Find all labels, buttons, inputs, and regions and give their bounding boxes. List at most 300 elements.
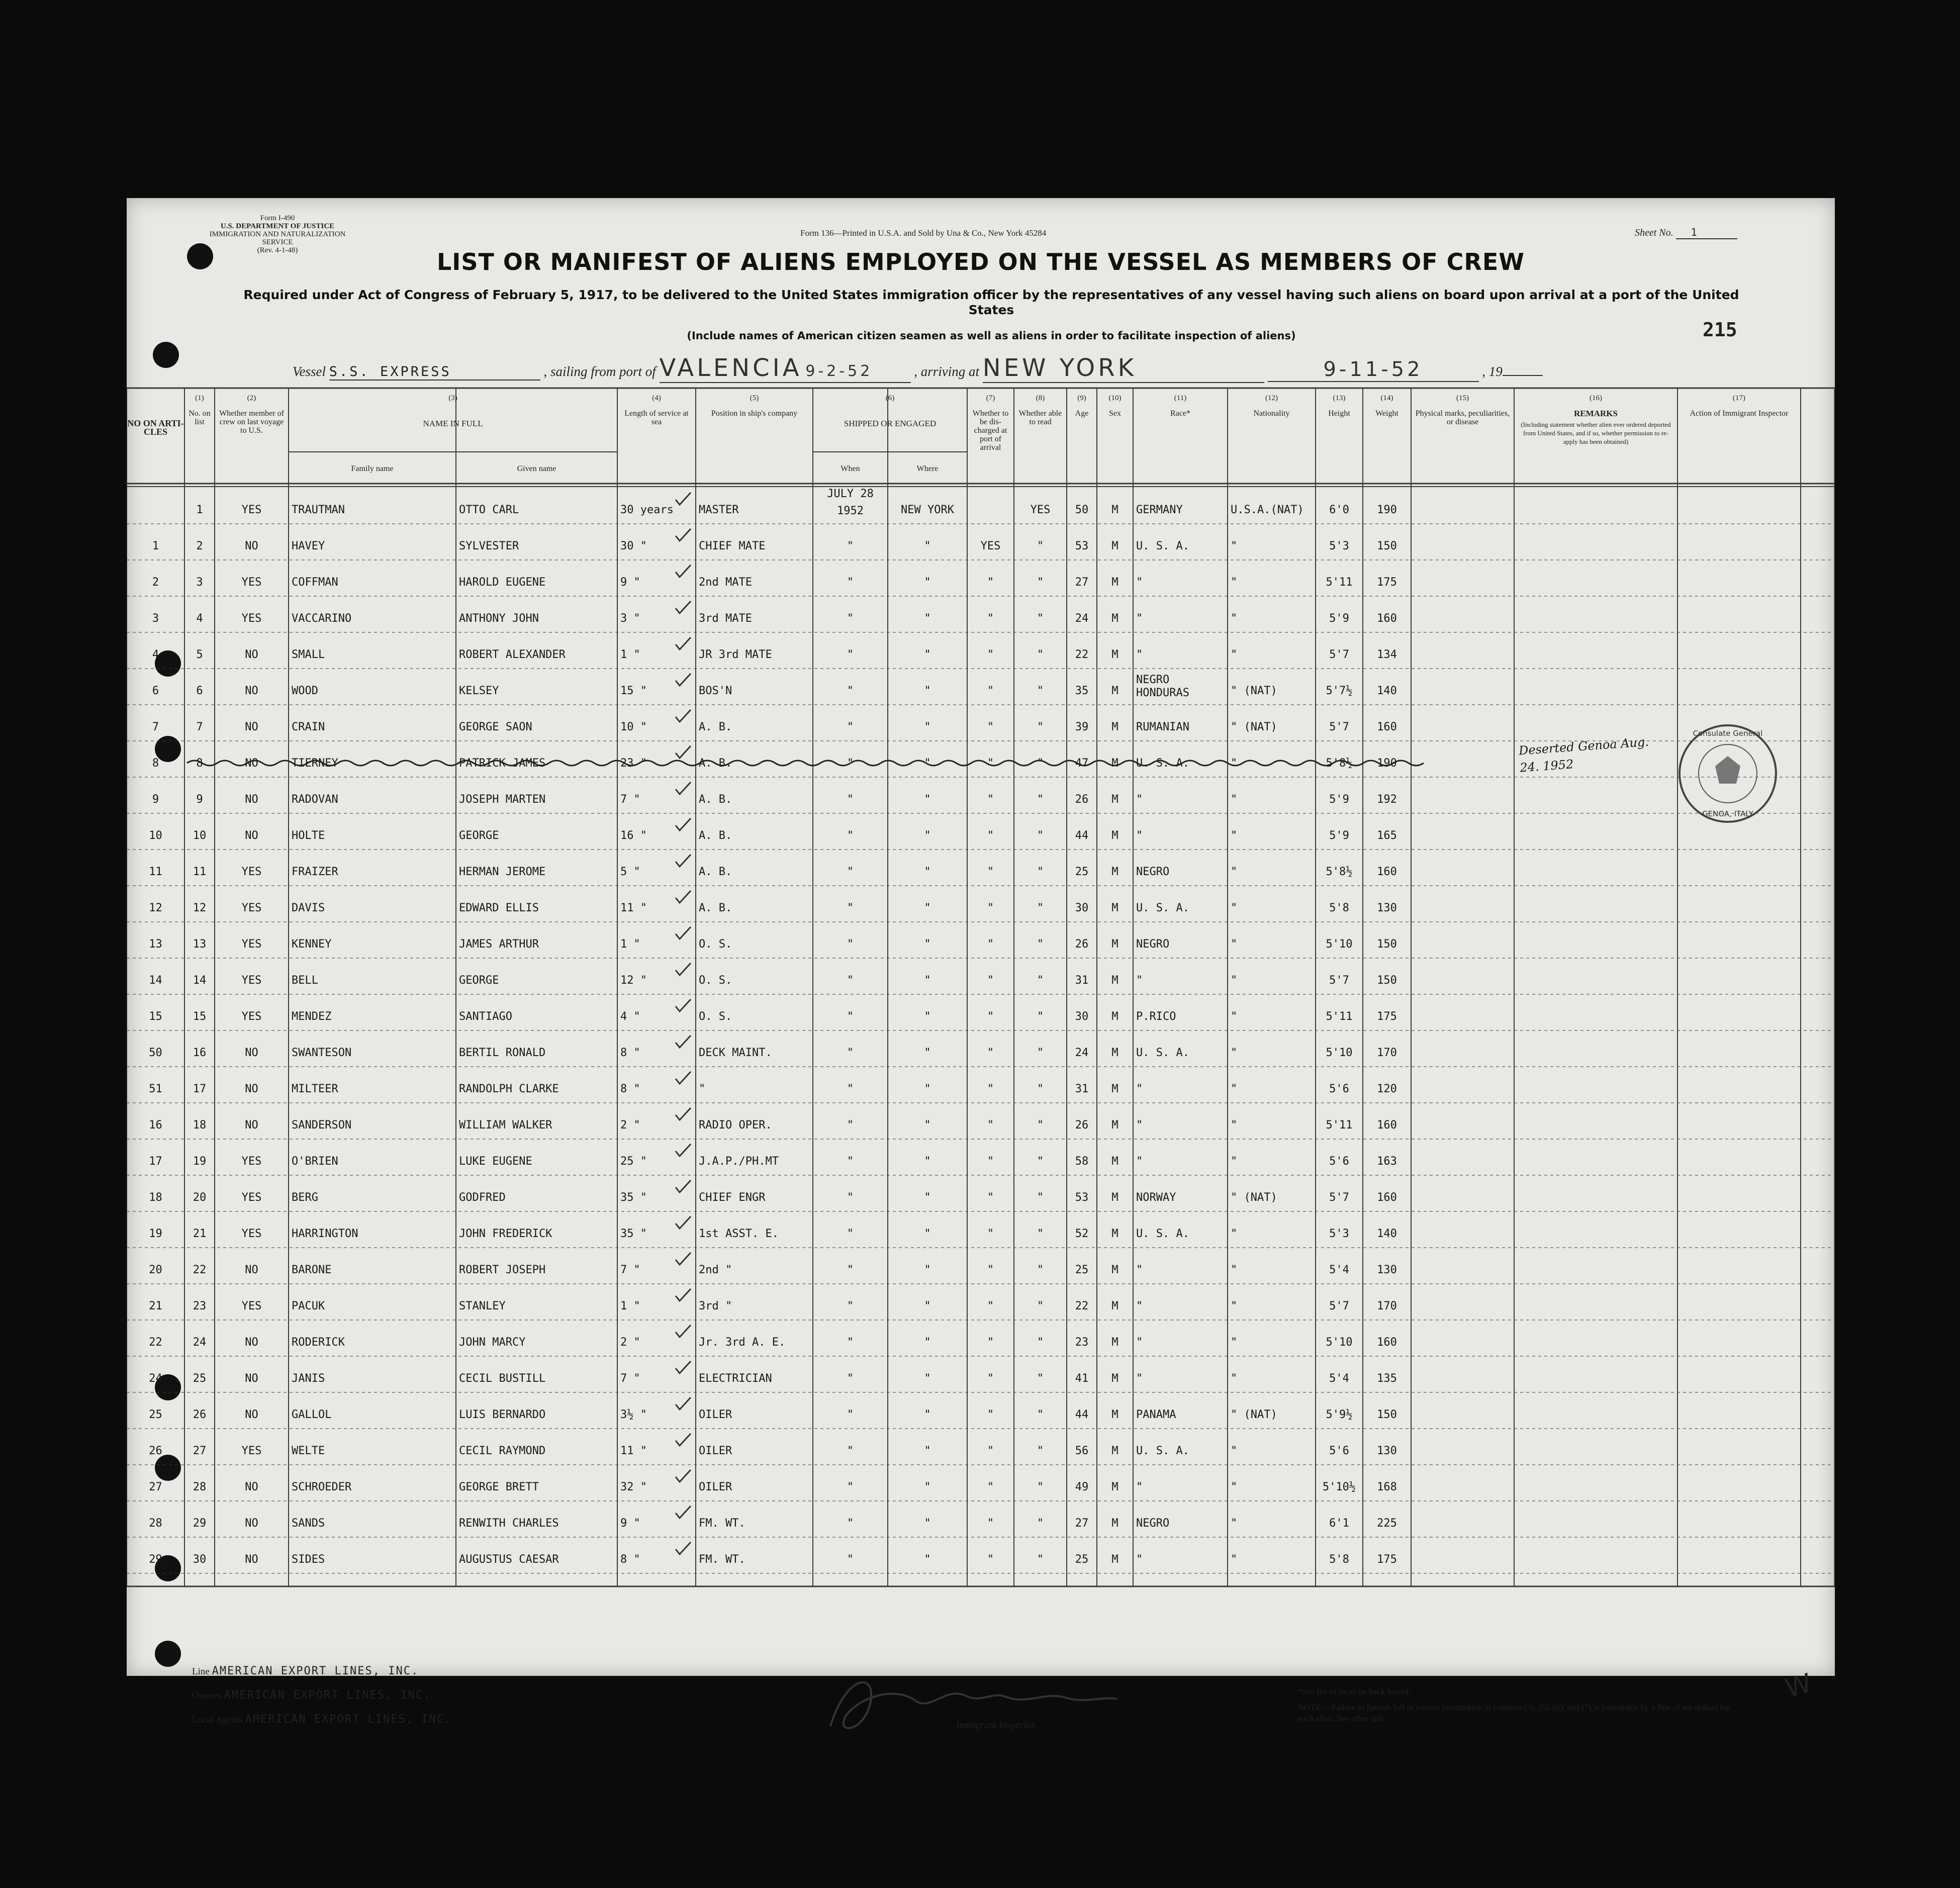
cell-weight: 150 [1377, 1408, 1397, 1421]
cell-service: 32 " [620, 1481, 647, 1493]
cell-prev: NO [245, 540, 258, 552]
cell-family: CRAIN [292, 721, 325, 733]
cell-art: 11 [149, 866, 162, 878]
cell-disch: " [987, 793, 994, 806]
cell-sex: M [1111, 721, 1118, 733]
cell-prev: YES [241, 1228, 262, 1240]
check-mark [676, 1542, 691, 1554]
cell-disch: " [987, 648, 994, 661]
header-height: Height [1328, 409, 1350, 418]
cell-height: 5'8 [1329, 1553, 1349, 1566]
cell-where: " [924, 1445, 931, 1457]
cell-height: 5'7 [1329, 721, 1349, 733]
cell-nat: " [1231, 1336, 1238, 1349]
cell-height: 5'6 [1329, 1445, 1349, 1457]
cell-age: 22 [1075, 648, 1089, 661]
check-mark [676, 1035, 691, 1048]
cell-art: 6 [152, 685, 159, 697]
cell-race: " [1136, 1372, 1143, 1385]
check-mark [676, 999, 691, 1011]
header-race: Race* [1170, 409, 1190, 418]
cell-prev: YES [241, 576, 262, 589]
header-position-num: (5) [750, 394, 759, 402]
cell-where: " [924, 793, 931, 806]
cell-disch: " [987, 1336, 994, 1349]
stamp-number: 215 [1703, 319, 1737, 341]
cell-no: 16 [193, 1047, 207, 1059]
cell-given: GEORGE SAON [459, 721, 532, 733]
cell-height: 5'9½ [1326, 1408, 1353, 1421]
check-mark [676, 1144, 691, 1156]
cell-when: " [847, 1083, 854, 1095]
header-shipped-num: (6) [885, 394, 895, 402]
cell-race: " [1136, 1083, 1143, 1095]
cell-weight: 130 [1377, 1264, 1397, 1276]
cell-where: " [924, 974, 931, 987]
departure-date: 9-2-52 [805, 362, 873, 380]
cell-service: 35 " [620, 1228, 647, 1240]
fine-note: NOTE.—Failure to furnish full or correct information in columns (3), (5), (6), and (7) is punishable by a fine of ten dollars for each alien. See other side. [1298, 1703, 1730, 1723]
cell-height: 5'4 [1329, 1372, 1349, 1385]
cell-prev: YES [241, 974, 262, 987]
cell-given: ANTHONY JOHN [459, 612, 539, 625]
cell-race: RUMANIAN [1136, 721, 1189, 733]
cell-read: " [1037, 1228, 1044, 1240]
check-mark [676, 565, 691, 577]
cell-art: 18 [149, 1191, 162, 1204]
header-nationality: Nationality [1253, 409, 1290, 418]
cell-art: 15 [149, 1010, 162, 1023]
cell-nat: " [1231, 974, 1238, 987]
cell-art: 13 [149, 938, 162, 951]
cell-nat: " [1231, 1119, 1238, 1131]
cell-position: O. S. [699, 974, 732, 987]
cell-weight: 170 [1377, 1300, 1397, 1312]
cell-art: 26 [149, 1445, 162, 1457]
header-list-no-num: (1) [195, 394, 204, 402]
cell-nat: " [1231, 540, 1238, 552]
cell-family: FRAIZER [292, 866, 338, 878]
header-service-length-num: (4) [652, 394, 661, 402]
cell-when: " [847, 1517, 854, 1530]
header-given-name: Given name [517, 464, 556, 473]
cell-where: " [924, 1047, 931, 1059]
cell-age: 56 [1075, 1445, 1089, 1457]
cell-position: OILER [699, 1481, 732, 1493]
cell-service: 2 " [620, 1119, 640, 1131]
cell-prev: NO [245, 1083, 258, 1095]
consulate-seal [1675, 721, 1781, 826]
cell-weight: 150 [1377, 938, 1397, 951]
cell-race: " [1136, 1264, 1143, 1276]
cell-weight: 160 [1377, 612, 1397, 625]
cell-when: " [847, 866, 854, 878]
cell-age: 24 [1075, 612, 1089, 625]
cell-family: WOOD [292, 685, 318, 697]
cell-service: 11 " [620, 902, 647, 914]
cell-prev: NO [245, 721, 258, 733]
cell-weight: 130 [1377, 902, 1397, 914]
cell-art: 24 [149, 1372, 162, 1385]
cell-disch: " [987, 866, 994, 878]
cell-where: NEW YORK [901, 504, 954, 516]
cell-position: J.A.P./PH.MT [699, 1155, 779, 1168]
cell-no: 2 [196, 540, 203, 552]
header-position: Position in ship's company [711, 409, 798, 418]
cell-where: " [924, 1553, 931, 1566]
cell-no: 23 [193, 1300, 207, 1312]
cell-height: 5'3 [1329, 540, 1349, 552]
check-mark [676, 855, 691, 867]
cell-family: PACUK [292, 1300, 325, 1312]
cell-art: 17 [149, 1155, 162, 1168]
cell-height: 5'8 [1329, 902, 1349, 914]
cell-service: 3½ " [620, 1408, 647, 1421]
sheet-number: Sheet No. 1 [1635, 226, 1737, 239]
cell-age: 24 [1075, 1047, 1089, 1059]
cell-no: 8 [196, 757, 203, 770]
cell-given: GEORGE [459, 974, 499, 987]
cell-service: 3 " [620, 612, 640, 625]
cell-art: 7 [152, 721, 159, 733]
cell-prev: NO [245, 1119, 258, 1131]
cell-when: " [847, 902, 854, 914]
cell-family: GALLOL [292, 1408, 332, 1421]
cell-race: " [1136, 1553, 1143, 1566]
cell-nat: " [1231, 757, 1238, 770]
cell-no: 11 [193, 866, 207, 878]
races-note: *See list of races on back hereof. [1298, 1687, 1412, 1696]
cell-position: DECK MAINT. [699, 1047, 772, 1059]
cell-art: 9 [152, 793, 159, 806]
cell-height: 6'1 [1329, 1517, 1349, 1530]
cell-where: " [924, 902, 931, 914]
cell-sex: M [1111, 866, 1118, 878]
cell-race: " [1136, 576, 1143, 589]
cell-sex: M [1111, 540, 1118, 552]
cell-weight: 130 [1377, 1445, 1397, 1457]
clerk-initial: W [1782, 1668, 1815, 1704]
cell-weight: 190 [1377, 504, 1397, 516]
cell-art: 29 [149, 1553, 162, 1566]
cell-given: JAMES ARTHUR [459, 938, 539, 951]
cell-nat: " [1231, 612, 1238, 625]
header-family-name: Family name [351, 464, 394, 473]
cell-no: 13 [193, 938, 207, 951]
cell-where: " [924, 1119, 931, 1131]
cell-age: 25 [1075, 866, 1089, 878]
cell-prev: YES [241, 1445, 262, 1457]
cell-position: CHIEF MATE [699, 540, 766, 552]
cell-nat: " [1231, 1300, 1238, 1312]
cell-weight: 175 [1377, 576, 1397, 589]
cell-no: 29 [193, 1517, 207, 1530]
cell-prev: NO [245, 757, 258, 770]
cell-race: U. S. A. [1136, 540, 1189, 552]
cell-family: O'BRIEN [292, 1155, 338, 1168]
header-sex: Sex [1109, 409, 1121, 418]
cell-family: JANIS [292, 1372, 325, 1385]
cell-given: JOHN MARCY [459, 1336, 526, 1349]
cell-read: " [1037, 576, 1044, 589]
cell-disch: " [987, 1047, 994, 1059]
cell-race: U. S. A. [1136, 902, 1189, 914]
cell-sex: M [1111, 938, 1118, 951]
cell-sex: M [1111, 1517, 1118, 1530]
cell-race: " [1136, 829, 1143, 842]
cell-nat: " [1231, 1517, 1238, 1530]
cell-service: 1 " [620, 648, 640, 661]
cell-service: 9 " [620, 576, 640, 589]
header-age-num: (9) [1077, 394, 1086, 402]
cell-age: 53 [1075, 540, 1089, 552]
cell-given: WILLIAM WALKER [459, 1119, 552, 1131]
check-mark [676, 601, 691, 613]
cell-position: OILER [699, 1445, 732, 1457]
cell-given: OTTO CARL [459, 504, 519, 516]
cell-height: 5'6 [1329, 1083, 1349, 1095]
cell-position: A. B. [699, 721, 732, 733]
cell-art: 21 [149, 1300, 162, 1312]
cell-when: " [847, 1336, 854, 1349]
cell-given: RANDOLPH CLARKE [459, 1083, 559, 1095]
cell-disch: " [987, 612, 994, 625]
cell-disch: " [987, 1517, 994, 1530]
cell-when: " [847, 793, 854, 806]
check-mark [676, 493, 691, 505]
cell-height: 5'9 [1329, 612, 1349, 625]
cell-given: SYLVESTER [459, 540, 519, 552]
cell-art: 19 [149, 1228, 162, 1240]
cell-age: 25 [1075, 1553, 1089, 1566]
cell-position: FM. WT. [699, 1553, 745, 1566]
cell-when: " [847, 1010, 854, 1023]
cell-age: 35 [1075, 685, 1089, 697]
cell-height: 5'4 [1329, 1264, 1349, 1276]
cell-nat: " [1231, 829, 1238, 842]
cell-height: 5'11 [1326, 576, 1353, 589]
header-height-num: (13) [1333, 394, 1346, 402]
cell-read: " [1037, 757, 1044, 770]
cell-disch: " [987, 974, 994, 987]
cell-disch: YES [980, 540, 1001, 552]
cell-position: ELECTRICIAN [699, 1372, 772, 1385]
cell-given: SANTIAGO [459, 1010, 512, 1023]
cell-prev: YES [241, 902, 262, 914]
cell-when: " [847, 1228, 854, 1240]
cell-service: 5 " [620, 866, 640, 878]
cell-prev: YES [241, 938, 262, 951]
cell-read: " [1037, 902, 1044, 914]
cell-read: " [1037, 1264, 1044, 1276]
check-mark [676, 1216, 691, 1229]
check-mark [676, 1470, 691, 1482]
cell-service: 8 " [620, 1047, 640, 1059]
cell-nat: " [1231, 866, 1238, 878]
cell-read: " [1037, 1481, 1044, 1493]
cell-nat: " (NAT) [1231, 721, 1277, 733]
cell-art: 20 [149, 1264, 162, 1276]
cell-when: " [847, 1408, 854, 1421]
cell-service: 35 " [620, 1191, 647, 1204]
cell-read: " [1037, 612, 1044, 625]
cell-age: 26 [1075, 793, 1089, 806]
cell-family: TRAUTMAN [292, 504, 345, 516]
cell-service: 8 " [620, 1553, 640, 1566]
header-sex-num: (10) [1108, 394, 1122, 402]
cell-race: U. S. A. [1136, 1445, 1189, 1457]
cell-height: 5'10 [1326, 1047, 1353, 1059]
header-prev-voyage-num: (2) [247, 394, 256, 402]
cell-sex: M [1111, 1553, 1118, 1566]
cell-position: " [699, 1083, 706, 1095]
departure-port: VALENCIA [659, 354, 802, 382]
cell-read: " [1037, 1119, 1044, 1131]
cell-when: " [847, 1155, 854, 1168]
cell-prev: YES [241, 1155, 262, 1168]
cell-position: Jr. 3rd A. E. [699, 1336, 786, 1349]
cell-given: KELSEY [459, 685, 499, 697]
cell-when: " [847, 1047, 854, 1059]
check-mark [676, 1361, 691, 1373]
cell-where: " [924, 721, 931, 733]
cell-race: " [1136, 1300, 1143, 1312]
cell-race: " [1136, 793, 1143, 806]
cell-weight: 190 [1377, 757, 1397, 770]
cell-art: 51 [149, 1083, 162, 1095]
check-mark [676, 1072, 691, 1084]
cell-prev: NO [245, 648, 258, 661]
cell-given: BERTIL RONALD [459, 1047, 546, 1059]
header-prev-voyage: Whether member of crew on last voyage to U.S. [219, 409, 284, 435]
cell-read: " [1037, 540, 1044, 552]
header-inspector-action: Action of Immigrant Inspector [1690, 409, 1789, 418]
check-mark [676, 782, 691, 794]
cell-given: HAROLD EUGENE [459, 576, 546, 589]
cell-art: 27 [149, 1481, 162, 1493]
cell-art: 10 [149, 829, 162, 842]
cell-given: LUIS BERNARDO [459, 1408, 546, 1421]
cell-sex: M [1111, 1155, 1118, 1168]
cell-art: 28 [149, 1517, 162, 1530]
cell-when: " [847, 1481, 854, 1493]
cell-race: " [1136, 648, 1143, 661]
cell-service: 16 " [620, 829, 647, 842]
cell-age: 53 [1075, 1191, 1089, 1204]
cell-weight: 140 [1377, 1228, 1397, 1240]
cell-service: 11 " [620, 1445, 647, 1457]
cell-race: U. S. A. [1136, 1047, 1189, 1059]
cell-nat: U.S.A.(NAT) [1231, 504, 1304, 516]
cell-when: " [847, 1264, 854, 1276]
cell-nat: " [1231, 902, 1238, 914]
cell-read: " [1037, 829, 1044, 842]
cell-where: " [924, 612, 931, 625]
header-when: When [841, 464, 860, 473]
cell-nat: " [1231, 648, 1238, 661]
cell-when: " [847, 1372, 854, 1385]
check-mark [676, 1397, 691, 1409]
cell-age: 30 [1075, 1010, 1089, 1023]
header-discharged-num: (7) [986, 394, 995, 402]
check-mark [676, 637, 691, 649]
cell-when: " [847, 1191, 854, 1204]
header-discharged: Whether to be dis- charged at port of arrival [972, 409, 1009, 452]
cell-height: 5'10 [1326, 938, 1353, 951]
cell-read: " [1037, 1372, 1044, 1385]
cell-position: A. B. [699, 902, 732, 914]
cell-position: FM. WT. [699, 1517, 745, 1530]
header-remarks-num: (16) [1590, 394, 1602, 402]
cell-prev: NO [245, 1372, 258, 1385]
check-mark [676, 891, 691, 903]
cell-when: " [847, 974, 854, 987]
cell-service: 7 " [620, 793, 640, 806]
cell-read: " [1037, 866, 1044, 878]
cell-weight: 170 [1377, 1047, 1397, 1059]
cell-age: 22 [1075, 1300, 1089, 1312]
cell-family: SWANTESON [292, 1047, 352, 1059]
cell-given: LUKE EUGENE [459, 1155, 532, 1168]
cell-disch: " [987, 1481, 994, 1493]
header-race-num: (11) [1174, 394, 1187, 402]
cell-no: 6 [196, 685, 203, 697]
cell-weight: 160 [1377, 1119, 1397, 1131]
document-subtitle-note: (Include names of American citizen seamen as well as aliens in order to facilitate inspection of aliens) [687, 330, 1296, 342]
cell-read: " [1037, 685, 1044, 697]
cell-where: " [924, 1010, 931, 1023]
cell-given: HERMAN JEROME [459, 866, 546, 878]
cell-given: CECIL BUSTILL [459, 1372, 546, 1385]
cell-art: 22 [149, 1336, 162, 1349]
cell-service: 2 " [620, 1336, 640, 1349]
cell-family: TIERNEY [292, 757, 338, 770]
cell-age: 25 [1075, 1264, 1089, 1276]
cell-disch: " [987, 1445, 994, 1457]
cell-where: " [924, 757, 931, 770]
cell-service: 7 " [620, 1372, 640, 1385]
cell-race: " [1136, 1481, 1143, 1493]
cell-sex: M [1111, 1300, 1118, 1312]
cell-sex: M [1111, 612, 1118, 625]
cell-where: " [924, 685, 931, 697]
header-physical-marks-num: (15) [1456, 394, 1469, 402]
cell-where: " [924, 1300, 931, 1312]
cell-art: 2 [152, 576, 159, 589]
cell-given: JOHN FREDERICK [459, 1228, 552, 1240]
cell-position: O. S. [699, 1010, 732, 1023]
cell-when: " [847, 757, 854, 770]
cell-given: PATRICK JAMES [459, 757, 546, 770]
cell-no: 14 [193, 974, 207, 987]
check-mark [676, 1253, 691, 1265]
cell-no: 18 [193, 1119, 207, 1131]
cell-family: HOLTE [292, 829, 325, 842]
cell-read: " [1037, 1083, 1044, 1095]
cell-no: 24 [193, 1336, 207, 1349]
cell-prev: YES [241, 504, 262, 516]
cell-read: " [1037, 1155, 1044, 1168]
cell-read: " [1037, 1047, 1044, 1059]
cell-service: 15 " [620, 685, 647, 697]
cell-where: " [924, 866, 931, 878]
cell-art: 50 [149, 1047, 162, 1059]
header-where: Where [916, 464, 939, 473]
cell-no: 12 [193, 902, 207, 914]
cell-prev: YES [241, 1191, 262, 1204]
cell-prev: NO [245, 829, 258, 842]
cell-sex: M [1111, 1191, 1118, 1204]
